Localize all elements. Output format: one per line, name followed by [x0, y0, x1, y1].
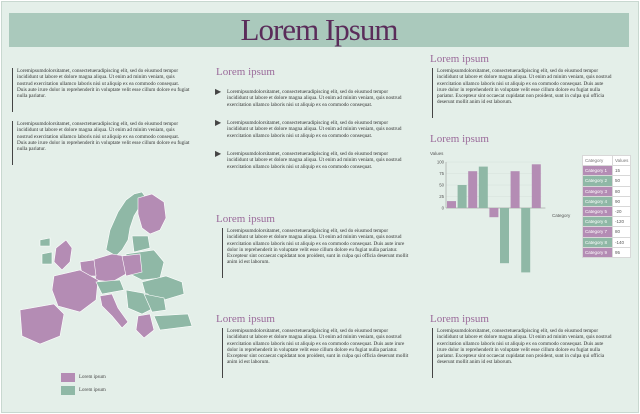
center-bullet-3: Loremipsumdolorsitamet, consectetueradipiscing elit, sed do eiusmod tempor incididunt ut labore et dolore magna aliqua. Ut enim ad minim veniam, quis nostrud exercitation ullamco laboris nisi ut aliquip ex ea commodo consequat. — [227, 151, 402, 170]
table-category-cell: Category 9 — [583, 247, 613, 257]
map-region-germany — [92, 254, 126, 282]
center-bottom-heading: Lorem ipsum — [216, 313, 275, 325]
map-region-uk — [54, 240, 72, 270]
y-axis-label: Values — [430, 151, 444, 156]
bar-5 — [489, 208, 498, 217]
bar-8 — [521, 208, 530, 272]
center-top-heading: Lorem ipsum — [216, 66, 275, 78]
center-bottom-paragraph: Loremipsumdolorsitamet, consectetueradipiscing elit, sed do eiusmod tempor incididunt ut labore et dolore magna aliqua. Ut enim ad minim veniam, quis nostrud exercitation ullamco laboris nisi ut aliquip ex ea commodo consequat. Duis aute irure dolor in reprehenderit in voluptate velit esse cillum dolore eu fugiat nulla pariatur. Excepteur sint occaecat cupidatat non proident, sunt in culpa qui officia deserunt mollit anim id est laborum. — [222, 328, 410, 378]
legend-label-purple: Lorem ipsum — [79, 375, 106, 380]
table-value-cell: 90 — [613, 196, 631, 206]
table-row — [583, 176, 631, 186]
y-tick-label: 50 — [439, 182, 444, 188]
table-category-cell: Category 8 — [583, 237, 613, 247]
table-row — [583, 186, 631, 196]
right-top-paragraph: Loremipsumdolorsitamet, consectetueradipiscing elit, sed do eiusmod tempor incididunt ut labore et dolore magna aliqua. Ut enim ad minim veniam, quis nostrud exercitation ullamco laboris nisi ut aliquip ex ea commodo consequat. Duis aute irure dolor in reprehenderit in voluptate velit esse cillum dolore eu fugiat nulla pariatur. Excepteur sint occaecat cupidatat non proident, sunt in culpa qui officia deserunt mollit anim id est laborum. — [432, 68, 612, 118]
center-mid-paragraph: Loremipsumdolorsitamet, consectetueradipiscing elit, sed do eiusmod tempor incididunt ut labore et dolore magna aliqua. Ut enim ad minim veniam, quis nostrud exercitation ullamco laboris nisi ut aliquip ex ea commodo consequat. Duis aute irure dolor in reprehenderit in voluptate velit esse cillum dolore eu fugiat nulla pariatur. Excepteur sint occaecat cupidatat non proident, sunt in culpa qui officia deserunt mollit anim id est laborum. — [222, 228, 410, 278]
bullet-arrow-icon: ▶ — [215, 149, 222, 158]
center-bullet-2: Loremipsumdolorsitamet, consectetueradipiscing elit, sed do eiusmod tempor incididunt ut labore et dolore magna aliqua. Ut enim ad minim veniam, quis nostrud exercitation ullamco laboris nisi ut aliquip ex ea commodo consequat. — [227, 120, 402, 139]
map-region-greece — [136, 314, 154, 338]
bar-4 — [479, 167, 488, 208]
map-region-iberia — [20, 304, 64, 344]
page-title: Lorem Ipsum — [240, 12, 398, 47]
map-region-italy — [100, 294, 128, 328]
map-region-ireland — [42, 252, 52, 264]
table-row — [583, 247, 631, 257]
table-category-cell: Category 5 — [583, 206, 613, 216]
bar-3 — [468, 171, 477, 208]
table-category-cell: Category 4 — [583, 196, 613, 206]
x-axis-label: Category — [552, 213, 571, 218]
bullet-arrow-icon: ▶ — [215, 118, 222, 127]
right-bottom-heading: Lorem ipsum — [430, 313, 489, 325]
bullet-arrow-icon: ▶ — [215, 87, 222, 96]
bar-7 — [511, 171, 520, 208]
y-tick-label: 100 — [436, 159, 444, 165]
table-value-cell: 80 — [613, 227, 631, 237]
map-region-france — [52, 270, 98, 312]
bar-2 — [458, 185, 467, 208]
table-category-cell: Category 6 — [583, 217, 613, 227]
table-category-cell: Category 3 — [583, 186, 613, 196]
right-bottom-paragraph: Loremipsumdolorsitamet, consectetueradipiscing elit, sed do eiusmod tempor incididunt ut labore et dolore magna aliqua. Ut enim ad minim veniam, quis nostrud exercitation ullamco laboris nisi ut aliquip ex ea commodo consequat. Duis aute irure dolor in reprehenderit in voluptate velit esse cillum dolore eu fugiat nulla pariatur. Excepteur sint occaecat cupidatat non proident, sunt in culpa qui officia deserunt mollit anim id est laborum. — [432, 328, 612, 378]
left-paragraph-1: Loremipsumdolorsitamet, consectetueradipiscing elit, sed do eiusmod tempor incididunt ut labore et dolore magna aliqua. Ut enim ad minim veniam, quis nostrud exercitation ullamco laboris nisi ut aliquip ex ea commodo consequat. Duis aute irure dolor in reprehenderit in voluptate velit esse cillum dolore eu fugiat nulla pariatur. — [12, 68, 190, 112]
europe-map — [14, 190, 204, 360]
map-region-iceland — [40, 238, 50, 246]
right-top-heading: Lorem ipsum — [430, 53, 489, 65]
table-value-cell: 95 — [613, 247, 631, 257]
title-banner — [9, 13, 629, 47]
table-value-cell: -20 — [613, 206, 631, 216]
map-region-baltics — [132, 236, 150, 252]
table-category-cell: Category 2 — [583, 176, 613, 186]
map-region-finland — [138, 194, 166, 234]
table-value-cell: -120 — [613, 217, 631, 227]
left-paragraph-2: Loremipsumdolorsitamet, consectetueradipiscing elit, sed do eiusmod tempor incididunt ut labore et dolore magna aliqua. Ut enim ad minim veniam, quis nostrud exercitation ullamco laboris nisi ut aliquip ex ea commodo consequat. Duis aute irure dolor in reprehenderit in voluptate velit esse cillum dolore eu fugiat nulla pariatur. — [12, 121, 190, 165]
bar-chart — [428, 148, 582, 304]
table-header-cell: Category — [583, 156, 613, 166]
map-region-turkey — [154, 314, 192, 330]
map-region-alps — [96, 280, 124, 294]
center-bullet-1: Loremipsumdolorsitamet, consectetueradipiscing elit, sed do eiusmod tempor incididunt ut labore et dolore magna aliqua. Ut enim ad minim veniam, quis nostrud exercitation ullamco laboris nisi ut aliquip ex ea commodo consequat. — [227, 89, 402, 108]
legend-swatch-green — [61, 386, 75, 395]
table-row — [583, 166, 631, 176]
y-tick-label: 0 — [441, 205, 444, 211]
table-header-row — [583, 156, 631, 166]
center-mid-heading: Lorem ipsum — [216, 213, 275, 225]
table-row — [583, 227, 631, 237]
table-value-cell: 50 — [613, 176, 631, 186]
chart-heading: Lorem ipsum — [430, 133, 489, 145]
table-header-cell: Values — [613, 156, 631, 166]
bar-6 — [500, 208, 509, 263]
table-row — [583, 217, 631, 227]
table-value-cell: 15 — [613, 166, 631, 176]
bar-1 — [447, 201, 456, 208]
legend-label-green: Lorem ipsum — [79, 388, 106, 393]
table-row — [583, 237, 631, 247]
table-value-cell: -140 — [613, 237, 631, 247]
chart-data-table — [582, 155, 631, 258]
y-tick-label: 75 — [439, 171, 444, 176]
table-value-cell: 80 — [613, 186, 631, 196]
table-category-cell: Category 7 — [583, 227, 613, 237]
legend-swatch-purple — [61, 373, 75, 382]
table-row — [583, 206, 631, 216]
bar-9 — [532, 164, 541, 208]
table-row — [583, 196, 631, 206]
y-tick-label: 25 — [439, 194, 444, 199]
table-category-cell: Category 1 — [583, 166, 613, 176]
